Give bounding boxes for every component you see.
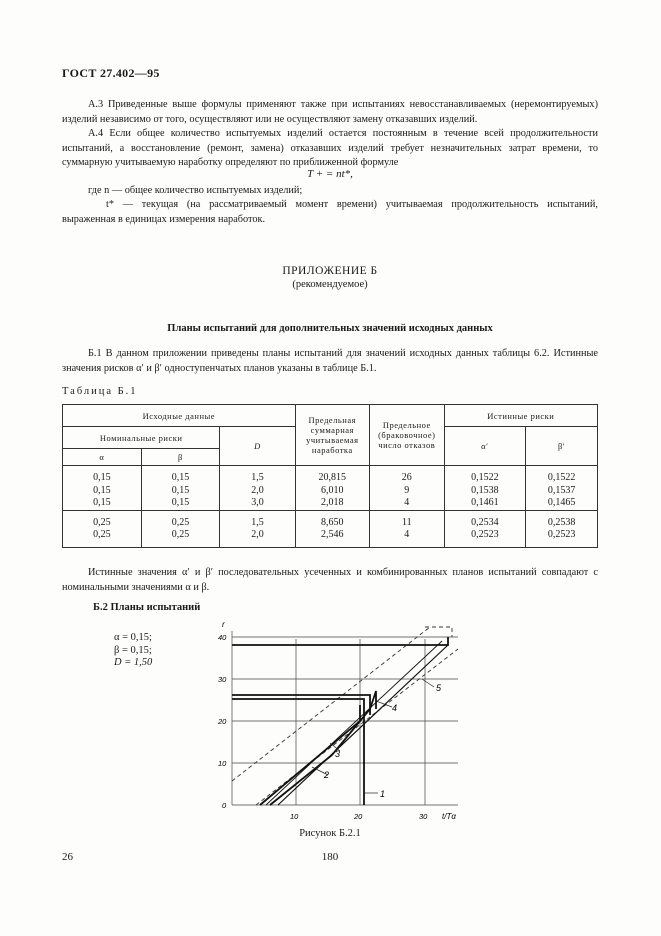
table-row: 0,15 0,15 0,15 0,15 0,15 0,15 1,5 2,0 3,0 20,815 6,010 2,018 26 9 4 0,1522 0,1538 0,1461 0,1522 0,1537 0,1465: [63, 466, 598, 511]
curve-label-2: 2: [324, 770, 330, 780]
x-tick-label: 20: [354, 812, 363, 821]
table-row: 0,25 0,25 0,25 0,25 1,5 2,0 8,650 2,546 11 4 0,2534 0,2523 0,2538 0,2523: [63, 510, 598, 547]
th-alpha-prime: α′: [444, 427, 526, 466]
test-plan-figure: [200, 615, 480, 825]
where-n: где n — общее количество испытуемых изделий;: [88, 185, 303, 196]
appendix-subtitle: (рекомендуемое): [292, 279, 368, 290]
th-d: D: [220, 427, 295, 466]
th-beta-prime: β′: [526, 427, 598, 466]
x-tick-label: 30: [419, 812, 428, 821]
th-true-risks: Истинные риски: [444, 405, 597, 427]
page-number-center: 180: [321, 851, 339, 863]
where-t: t* — текущая (на рассматриваемый момент времени) учитываемая продолжительность испытаний, выраженная в единицах измерения наработок.: [62, 199, 598, 225]
figure-caption: Рисунок Б.2.1: [299, 828, 361, 839]
table-caption: Таблица Б.1: [62, 386, 138, 397]
th-limit-failures: Предельное (браковочное) число отказов: [370, 405, 445, 466]
b2-params: [114, 632, 152, 670]
y-tick-label: 0: [222, 801, 227, 810]
paragraph-b1: Б.1 В данном приложении приведены планы испытаний для значений исходных данных таблицы 6.2. Истинные значения рисков α′ и β′ одноступенчатых планов указаны в таблице Б.1.: [62, 348, 598, 374]
y-tick-label: 20: [218, 717, 227, 726]
param-beta: β = 0,15;: [114, 644, 152, 656]
y-axis-label: r: [222, 620, 225, 629]
page-number-left: 26: [62, 851, 73, 863]
th-beta: β: [141, 449, 220, 466]
appendix-title: ПРИЛОЖЕНИЕ Б: [282, 265, 378, 277]
figure-dashed-lines: [232, 627, 458, 805]
paragraph-a3: А.3 Приведенные выше формулы применяют также при испытаниях невосстанавливаемых (неремонтируемых) изделий независимо от того, осуществляют или не осуществляют замену отказавших изделий.: [62, 99, 598, 125]
y-tick-label: 10: [218, 759, 227, 768]
param-d: D = 1,50: [114, 657, 153, 668]
paragraph-a4: А.4 Если общее количество испытуемых изделий остается постоянным в течение всей продолжительности испытаний, а восстановление (ремонт, замена) отказавших изделий требует незначительных затрат времени, то суммарную учитываемую наработку определяют по приближенной формуле: [62, 128, 598, 169]
th-limit-total: Предельная суммарная учитываемая наработка: [295, 405, 369, 466]
y-tick-label: 30: [218, 675, 227, 684]
data-table: [62, 404, 598, 548]
figure-leaders: [312, 679, 434, 793]
th-nominal: Номинальные риски: [63, 427, 220, 449]
formula: T + = nt*,: [307, 168, 353, 180]
curve-label-5: 5: [436, 683, 442, 693]
curve-label-4: 4: [392, 703, 398, 713]
x-tick-label: 10: [290, 812, 299, 821]
curve-label-3: 3: [335, 749, 341, 759]
document-header: ГОСТ 27.402—95: [62, 66, 160, 80]
param-alpha: α = 0,15;: [114, 632, 152, 643]
th-alpha: α: [63, 449, 142, 466]
th-source: Исходные данные: [63, 405, 296, 427]
curve-label-1: 1: [380, 789, 386, 799]
section-title: Планы испытаний для дополнительных значений исходных данных: [167, 323, 493, 334]
y-tick-label: 40: [218, 633, 227, 642]
paragraph-after-table: Истинные значения α′ и β′ последовательных усеченных и комбинированных планов испытаний совпадают с номинальными значениями α и β.: [62, 567, 598, 593]
x-axis-label: t/Tα: [442, 812, 456, 821]
b2-title: Б.2 Планы испытаний: [93, 602, 201, 613]
